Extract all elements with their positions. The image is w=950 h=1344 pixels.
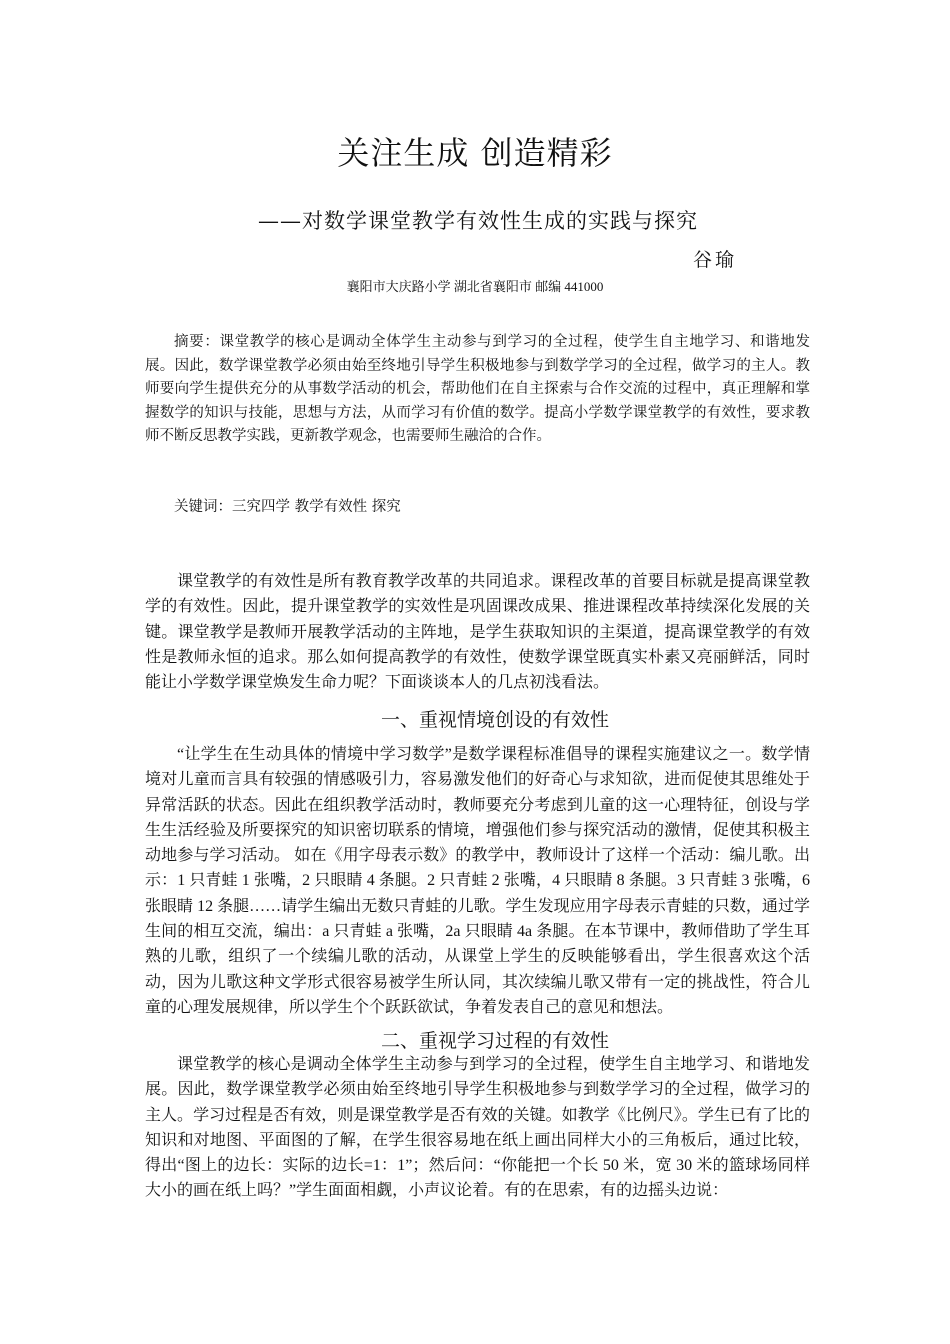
author-affiliation: 襄阳市大庆路小学 湖北省襄阳市 邮编 441000 bbox=[346, 279, 604, 294]
document-subtitle: ——对数学课堂教学有效性生成的实践与探究 bbox=[258, 209, 698, 233]
section-body-2: 课堂教学的核心是调动全体学生主动参与到学习的全过程，使学生自主地学习、和谐地发展。因此，数学课堂教学必须由始至终地引导学生积极地参与到数学学习的全过程，做学习的主人。学习过程是否有效，则是课堂教学是否有效的关键。如教学《比例尺》。学生已有了比的知识和对地图、平面图的了解，在学生很容易地在纸上画出同样大小的三角板后，通过比较，得出“图上的边长：实际的边长=1：1”；然后问：“你能把一个长 50 米，宽 30 米的篮球场同样大小的画在纸上吗？”学生面面相觑，小声议论着。有的在思索，有的边摇头边说： bbox=[145, 1056, 810, 1200]
section-heading-2: 二、重视学习过程的有效性 bbox=[380, 1030, 609, 1052]
author-name: 谷瑜 bbox=[693, 249, 738, 271]
document-title: 关注生成 创造精彩 bbox=[337, 134, 613, 172]
intro-paragraph: 课堂教学的有效性是所有教育教学改革的共同追求。课程改革的首要目标就是提高课堂教学的有效性。因此，提升课堂教学的实效性是巩固课改成果、推进课程改革持续深化发展的关键。课堂教学是教师开展教学活动的主阵地，是学生获取知识的主渠道，提高课堂教学的有效性是教师永恒的追求。那么如何提高教学的有效性，使数学课堂既真实朴素又亮丽鲜活，同时能让小学数学课堂焕发生命力呢？下面谈谈本人的几点初浅看法。 bbox=[145, 573, 810, 692]
section-body-1: “让学生在生动具体的情境中学习数学”是数学课程标准倡导的课程实施建议之一。数学情境对儿童而言具有较强的情感吸引力，容易激发他们的好奇心与求知欲，进而促使其思维处于异常活跃的状态。因此在组织教学活动时，教师要充分考虑到儿童的这一心理特征，创设与学生生活经验及所要探究的知识密切联系的情境，增强他们参与探究活动的激情，促使其积极主动地参与学习活动。 如在《用字母表示数》的教学中，教师设计了这样一个活动：编儿歌。出示：1 只青蛙 1 张嘴，2 只眼睛 4 条腿。2 只青蛙 2 张嘴，4 只眼睛 8 条腿。3 只青蛙 3 张嘴，6 张眼睛 12 条腿……请学生编出无数只青蛙的儿歌。学生发现应用字母表示青蛙的只数，通过学生间的相互交流，编出：a 只青蛙 a 张嘴，2a 只眼睛 4a 条腿。在本节课中，教师借助了学生耳熟的儿歌，组织了一个续编儿歌的活动，从课堂上学生的反映能够看出，学生很喜欢这个活动，因为儿歌这种文学形式很容易被学生所认同，其次续编儿歌又带有一定的挑战性，符合儿童的心理发展规律，所以学生个个跃跃欲试，争着发表自己的意见和想法。 bbox=[145, 746, 810, 1016]
keywords-line: 关键词：三究四学 教学有效性 探究 bbox=[174, 499, 401, 515]
abstract-paragraph: 摘要：课堂教学的核心是调动全体学生主动参与到学习的全过程，使学生自主地学习、和谐地发展。因此，数学课堂教学必须由始至终地引导学生积极地参与到数学学习的全过程，做学习的主人。教师要向学生提供充分的从事数学活动的机会，帮助他们在自主探索与合作交流的过程中，真正理解和掌握数学的知识与技能，思想与方法，从而学习有价值的数学。提高小学数学课堂教学的有效性，要求教师不断反思教学实践，更新教学观念，也需要师生融洽的合作。 bbox=[145, 334, 810, 444]
section-heading-1: 一、重视情境创设的有效性 bbox=[380, 709, 609, 731]
